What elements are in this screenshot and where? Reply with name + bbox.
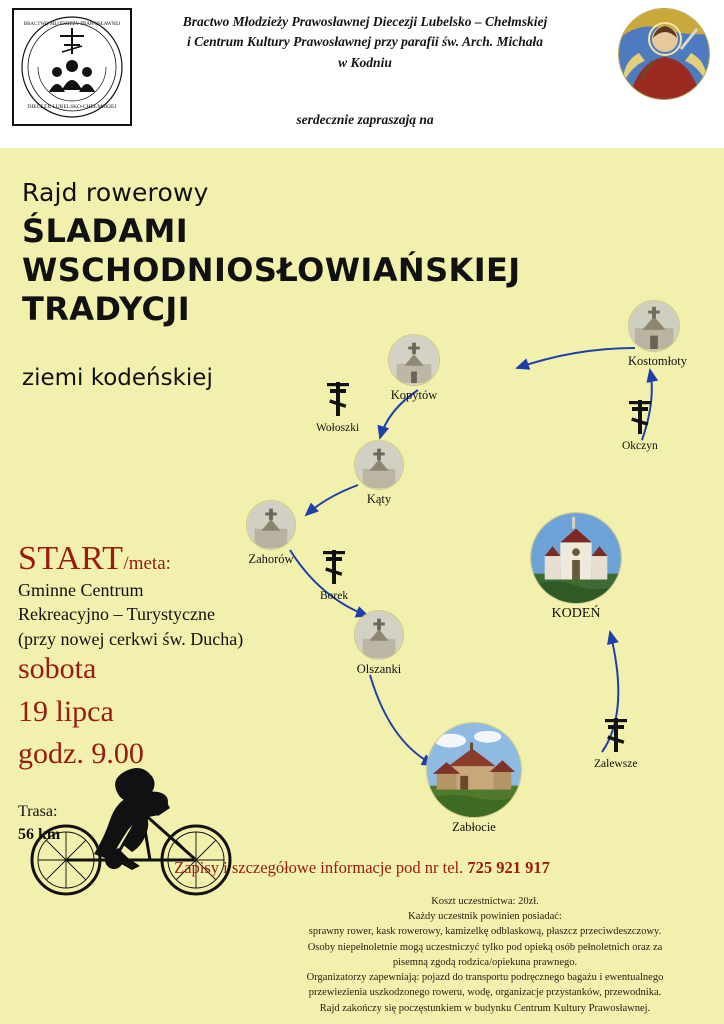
map-node-kopytow <box>388 334 440 403</box>
start-word: START <box>18 540 124 577</box>
archangel-michael-icon <box>618 8 710 100</box>
page-kicker: Rajd rowerowy <box>22 178 209 207</box>
contact-phone[interactable]: 725 921 917 <box>467 858 550 877</box>
katy-photo-icon <box>354 440 404 490</box>
footer-line-1: Koszt uczestnictwa: 20zł. <box>431 896 539 907</box>
brotherhood-logo-icon <box>18 14 126 120</box>
organizer-text <box>140 12 590 73</box>
event-day: sobota <box>18 652 97 685</box>
map-node-woloszki <box>316 382 359 434</box>
map-node-katy <box>354 440 404 507</box>
orthodox-cross-icon <box>605 718 627 752</box>
event-date-block <box>18 648 144 776</box>
footer-line-5: pisemną zgodą rodzica/opiekuna prawnego. <box>392 956 578 968</box>
map-label-woloszki: Wołoszki <box>316 422 360 434</box>
olszanki-photo-icon <box>354 610 404 660</box>
footer-conditions <box>250 894 720 1016</box>
cyclist-icon <box>10 760 250 900</box>
invite-text: serdecznie zapraszają na <box>296 112 434 127</box>
zablocie-photo-icon <box>426 722 522 818</box>
contact-line <box>0 858 724 878</box>
map-label-koden: KODEŃ <box>551 606 601 621</box>
koden-photo-icon <box>530 512 622 604</box>
page-subtitle: ziemi kodeńskiej <box>22 365 213 391</box>
page-title-line-1: ŚLADAMI <box>22 212 189 250</box>
footer-line-6: Organizatorzy zapewniają: pojazd do transportu podręcznego bagażu i ewentualnego <box>306 972 664 984</box>
organizer-line-3: w Kodniu <box>338 54 392 70</box>
route-distance: 56 km <box>18 826 61 844</box>
orthodox-cross-icon <box>323 550 345 584</box>
orthodox-cross-icon <box>629 400 651 434</box>
map-node-koden <box>530 512 622 622</box>
map-node-olszanki <box>354 610 404 677</box>
footer-line-3: sprawny rower, kask rowerowy, kamizelkę odblaskową, płaszcz przeciwdeszczowy. <box>308 926 662 938</box>
event-date: 19 lipca <box>18 694 114 728</box>
map-label-okczyn: Okczyn <box>622 440 658 452</box>
cyclist-silhouette <box>10 760 250 905</box>
map-label-katy: Kąty <box>366 492 392 506</box>
header-band <box>0 0 724 148</box>
map-label-zalewsze: Zalewsze <box>594 758 638 770</box>
map-label-zahorow: Zahorów <box>248 552 294 566</box>
start-meta: /meta: <box>123 553 171 574</box>
svg-text:BRACTWO MŁODZIEŻY PRAWOSŁAWNEJ: BRACTWO MŁODZIEŻY PRAWOSŁAWNEJ <box>23 22 121 27</box>
page-title-line-3: TRADYCJI <box>22 290 190 329</box>
start-address-line-2: Rekreacyjno – Turystyczne <box>18 604 215 625</box>
footer-line-8: Rajd zakończy się poczęstunkiem w budynku Centrum Kultury Prawosławnej. <box>319 1002 651 1014</box>
footer-line-4: Osoby niepełnoletnie mogą uczestniczyć tylko pod opieką osób pełnoletnich oraz za <box>307 941 663 953</box>
event-hour: godz. 9.00 <box>18 737 144 771</box>
map-node-borek <box>320 550 348 602</box>
map-node-zablocie <box>426 722 522 835</box>
footer-line-2: Każdy uczestnik powinien posiadać: <box>408 911 562 923</box>
page-title-line-2: WSCHODNIOSŁOWIAŃSKIEJ <box>22 251 521 290</box>
footer-line-7: przewiezienia uszkodzonego roweru, wodę, organizacje przystanków, przewodnika. <box>308 987 662 999</box>
route-map <box>230 300 724 860</box>
start-address-line-1: Gminne Centrum <box>18 580 144 600</box>
organizer-line-2: i Centrum Kultury Prawosławnej przy parafii św. Arch. Michała <box>186 34 544 50</box>
start-address-line-3: (przy nowej cerkwi św. Ducha) <box>18 628 244 649</box>
kopytow-photo-icon <box>388 334 440 386</box>
map-node-zahorow <box>246 500 296 567</box>
organizer-line-1: Bractwo Młodzieży Prawosławnej Diecezji Lubelsko – Chełmskiej <box>182 14 548 29</box>
map-label-borek: Borek <box>320 590 349 602</box>
svg-text:DIECEZJI LUBELSKO-CHEŁMSKIEJ: DIECEZJI LUBELSKO-CHEŁMSKIEJ <box>27 104 117 110</box>
map-label-olszanki: Olszanki <box>356 662 402 676</box>
start-heading <box>18 540 171 578</box>
orthodox-cross-icon <box>327 382 349 416</box>
route-label: Trasa: <box>18 803 58 820</box>
map-label-kopytow: Kopytów <box>390 388 438 402</box>
map-node-okczyn <box>622 400 658 452</box>
contact-text: Zapisy i szczegółowe informacje pod nr tel. <box>174 858 468 877</box>
map-node-zalewsze <box>594 718 637 770</box>
map-label-zablocie: Zabłocie <box>452 820 496 834</box>
archangel-michael-image <box>619 9 710 100</box>
map-node-kostomloty <box>628 300 687 369</box>
map-label-kostomloty: Kostomłoty <box>628 354 688 368</box>
brotherhood-logo <box>12 8 132 126</box>
kostomloty-photo-icon <box>628 300 680 352</box>
zahorow-photo-icon <box>246 500 296 550</box>
